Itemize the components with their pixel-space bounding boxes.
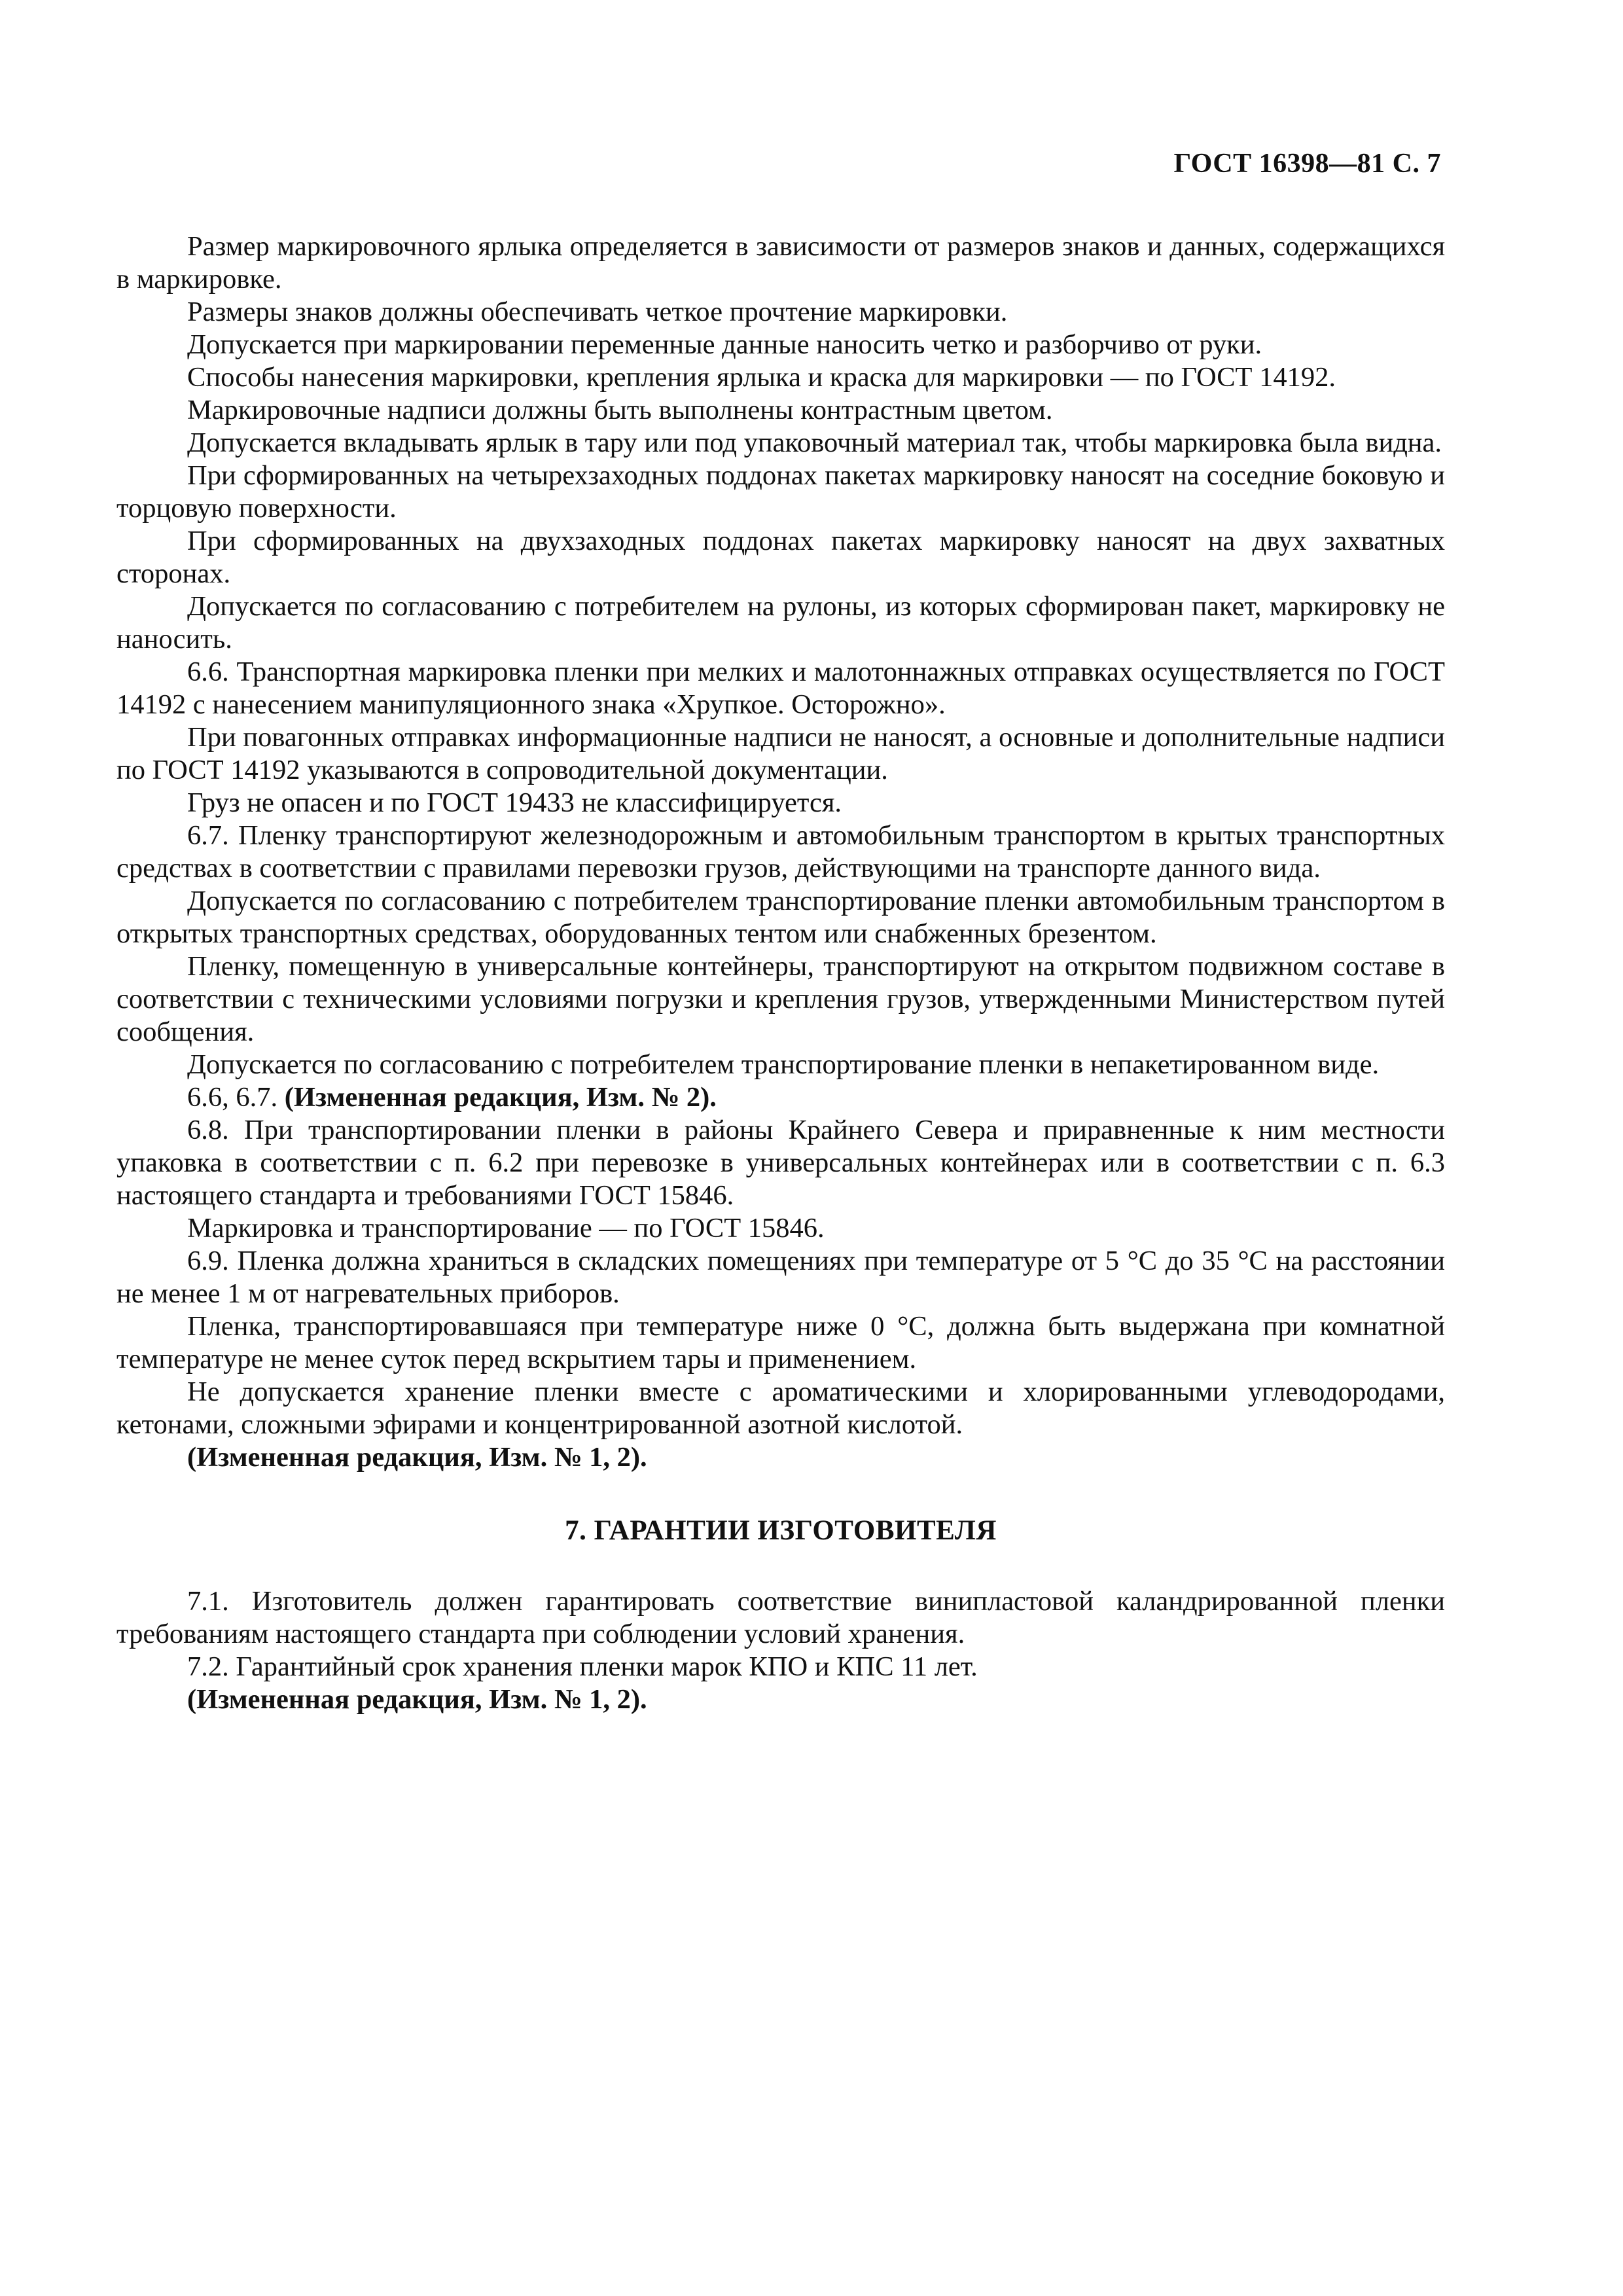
paragraph: Допускается по согласованию с потребителем на рулоны, из которых сформирован пакет, маркировку не наносить. [116, 591, 1445, 655]
clause-7-1: 7.1. Изготовитель должен гарантировать соответствие винипластовой каландрированной пленки требованиям настоящего стандарта при соблюдении условий хранения. [116, 1586, 1445, 1649]
paragraph: Допускается по согласованию с потребителем транспортирование пленки автомобильным транспортом в открытых транспортных средствах, оборудованных тентом или снабженных брезентом. [116, 886, 1445, 949]
clause-6-9: 6.9. Пленка должна храниться в складских помещениях при температуре от 5 °С до 35 °С на расстоянии не менее 1 м от нагревательных приборов. [116, 1246, 1445, 1309]
document-body [116, 230, 1445, 1716]
paragraph: Способы нанесения маркировки, крепления ярлыка и краска для маркировки — по ГОСТ 14192. [187, 362, 1336, 393]
amendment-note-6-7 [116, 1081, 1445, 1114]
amendment-note-6-9: (Измененная редакция, Изм. № 1, 2). [187, 1442, 647, 1473]
paragraph: При повагонных отправках информационные надписи не наносят, а основные и дополнительные надписи по ГОСТ 14192 указываются в сопроводительной документации. [116, 722, 1445, 785]
paragraph: Размер маркировочного ярлыка определяется в зависимости от размеров знаков и данных, содержащихся в маркировке. [116, 231, 1445, 295]
paragraph: Допускается при маркировании переменные данные наносить четко и разборчиво от руки. [187, 329, 1262, 360]
paragraph: Допускается вкладывать ярлык в тару или под упаковочный материал так, чтобы маркировка была видна. [187, 427, 1442, 458]
section-heading: 7. ГАРАНТИИ ИЗГОТОВИТЕЛЯ [565, 1515, 997, 1546]
amendment-clauses: 6.6, 6.7. [187, 1082, 278, 1113]
clause-6-7: 6.7. Пленку транспортируют железнодорожным и автомобильным транспортом в крытых транспортных средствах в соответствии с правилами перевозки грузов, действующими на транспорте данного вида. [116, 820, 1445, 884]
clause-6-6: 6.6. Транспортная маркировка пленки при мелких и малотоннажных отправках осуществляется по ГОСТ 14192 с нанесением манипуляционного знака «Хрупкое. Осторожно». [116, 656, 1445, 720]
paragraph: Маркировка и транспортирование — по ГОСТ 15846. [187, 1213, 825, 1244]
paragraph: Размеры знаков должны обеспечивать четкое прочтение маркировки. [187, 296, 1008, 327]
paragraph: При сформированных на четырехзаходных поддонах пакетах маркировку наносят на соседние боковую и торцовую поверхности. [116, 460, 1445, 524]
paragraph: Допускается по согласованию с потребителем транспортирование пленки в непакетированном виде. [187, 1049, 1380, 1080]
amendment-note-7: (Измененная редакция, Изм. № 1, 2). [187, 1684, 647, 1715]
page-header: ГОСТ 16398—81 С. 7 [1173, 149, 1441, 179]
paragraph: Груз не опасен и по ГОСТ 19433 не классифицируется. [187, 787, 842, 818]
amendment-text: (Измененная редакция, Изм. № 2). [284, 1082, 717, 1113]
paragraph: При сформированных на двухзаходных поддонах пакетах маркировку наносят на двух захватных сторонах. [116, 526, 1445, 589]
clause-6-8: 6.8. При транспортировании пленки в районы Крайнего Севера и приравненные к ним местности упаковка в соответствии с п. 6.2 при перевозке в универсальных контейнерах или в соответствии с п. 6.3 настоящего стандарта и требованиями ГОСТ 15846. [116, 1115, 1445, 1211]
paragraph: Не допускается хранение пленки вместе с ароматическими и хлорированными углеводородами, кетонами, сложными эфирами и концентрированной азотной кислотой. [116, 1376, 1445, 1440]
clause-7-2: 7.2. Гарантийный срок хранения пленки марок КПО и КПС 11 лет. [187, 1651, 978, 1682]
paragraph: Пленка, транспортировавшаяся при температуре ниже 0 °С, должна быть выдержана при комнатной температуре не менее суток перед вскрытием тары и применением. [116, 1311, 1445, 1374]
paragraph: Пленку, помещенную в универсальные контейнеры, транспортируют на открытом подвижном составе в соответствии с техническими условиями погрузки и крепления грузов, утвержденными Министерством путей сообщения. [116, 951, 1445, 1047]
paragraph: Маркировочные надписи должны быть выполнены контрастным цветом. [187, 395, 1053, 425]
